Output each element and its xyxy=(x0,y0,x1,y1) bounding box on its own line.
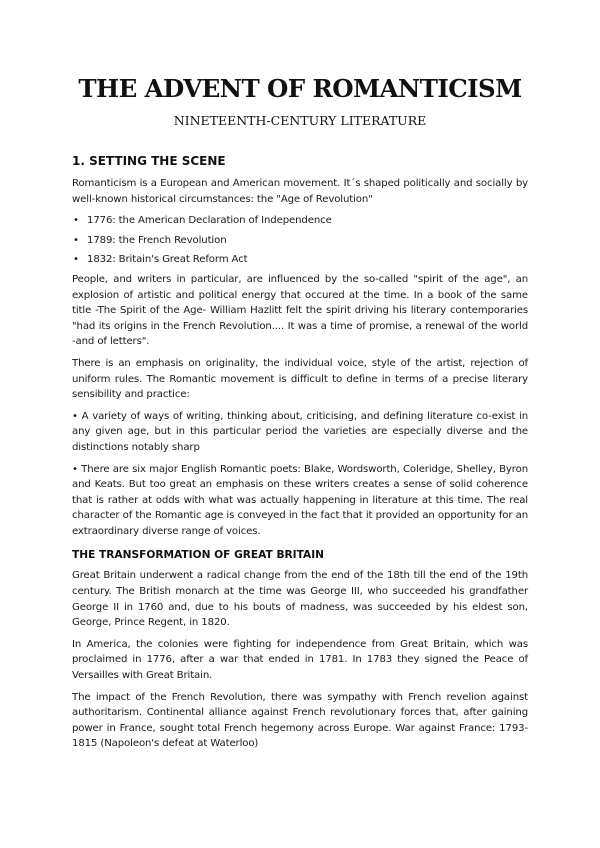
list-item xyxy=(72,252,528,268)
list-item-text: 1789: the French Revolution xyxy=(87,234,227,246)
paragraph-intro: Romanticism is a European and American movement. It´s shaped politically and socially by well-known historical circumstances: the "Age of Revolution" xyxy=(72,178,528,205)
section-heading-transformation: THE TRANSFORMATION OF GREAT BRITAIN xyxy=(72,549,325,562)
document-subtitle: NINETEENTH-CENTURY LITERATURE xyxy=(173,113,427,128)
list-item xyxy=(72,213,528,229)
event-list xyxy=(72,213,528,268)
paragraph-radical-change: Great Britain underwent a radical change from the end of the 18th till the end of the 19th century. The British monarch at the time was George III, who succeeded his grandfather George II in 1760 and, due to his bouts of madness, was succeeded by his eldest son, George, Prince Regent, in 1820. xyxy=(72,570,528,629)
paragraph-french-revolution-impact: The impact of the French Revolution, there was sympathy with French revelion against authoritarism. Continental alliance against French revolutionary forces that, after gaining power in France, sought total French hegemony across Europe. War against France: 1793-1815 (Napoleon's defeat at Waterloo) xyxy=(72,691,528,750)
paragraph-point-poets: • There are six major English Romantic poets: Blake, Wordsworth, Coleridge, Shelley, Byron and Keats. But too great an emphasis on these writers creates a sense of solid coherence that is rather at odds with what was actually happening in literature at this time. The real character of the Romantic age is conveyed in the fact that it provided an opportunity for an extraordinary diverse range of voices. xyxy=(72,463,528,537)
paragraph-emphasis: There is an emphasis on originality, the individual voice, style of the artist, rejection of uniform rules. The Romantic movement is difficult to define in terms of a precise literary sensibility and practice: xyxy=(72,357,528,401)
section-heading-setting-the-scene: 1. SETTING THE SCENE xyxy=(72,154,226,168)
document-page xyxy=(72,74,528,758)
paragraph-america: In America, the colonies were fighting for independence from Great Britain, which was proclaimed in 1776, after a war that ended in 1781. In 1783 they signed the Peace of Versailles with Great Britain. xyxy=(72,638,528,682)
paragraph-spirit-of-the-age: People, and writers in particular, are influenced by the so-called "spirit of the age", an explosion of artistic and political energy that occured at the time. In a book of the same title -The Spirit of the Age- William Hazlitt felt the spirit driving his literary contemporaries "had its origins in the French Revolution.... It was a time of promise, a renewal of the world -and of letters". xyxy=(72,273,528,348)
list-item-text: 1776: the American Declaration of Independence xyxy=(87,215,332,227)
list-item xyxy=(72,233,528,249)
document-title: THE ADVENT OF ROMANTICISM xyxy=(78,74,522,103)
bullet-icon: • xyxy=(73,234,79,246)
paragraph-point-variety: • A variety of ways of writing, thinking about, criticising, and defining literature co-exist in any given age, but in this particular period the varieties are especially diverse and the distinctions notably sharp xyxy=(72,410,528,453)
bullet-icon: • xyxy=(73,254,79,266)
bullet-icon: • xyxy=(73,215,79,227)
list-item-text: 1832: Britain's Great Reform Act xyxy=(87,254,248,266)
